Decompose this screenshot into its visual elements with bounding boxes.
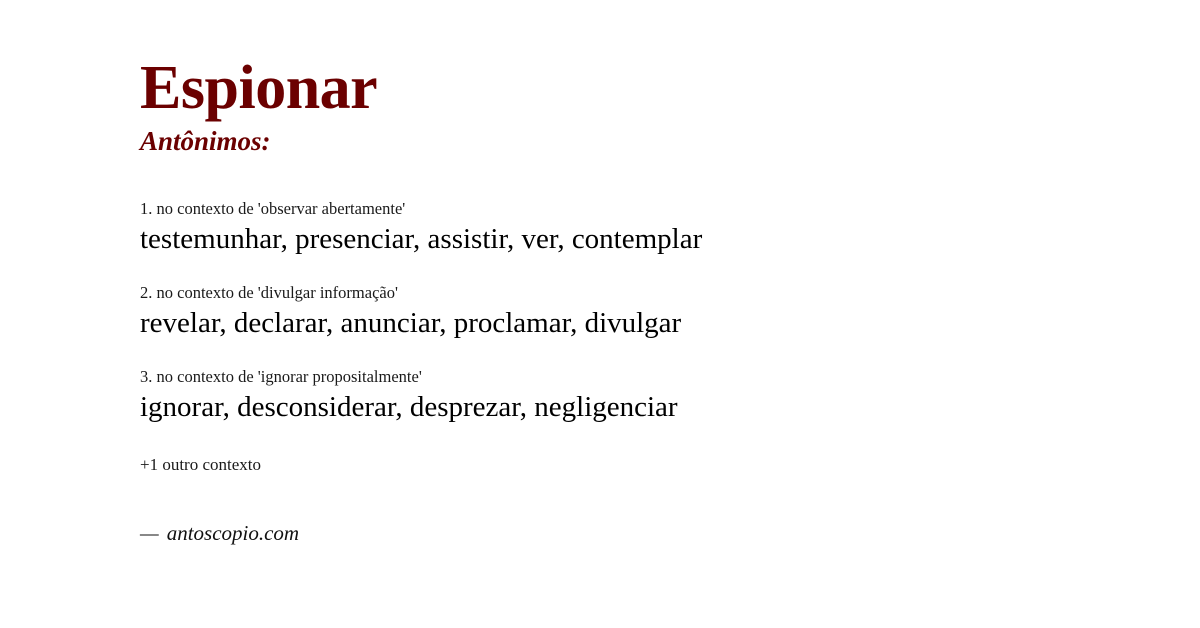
sense-context: 1. no contexto de 'observar abertamente' xyxy=(140,198,406,218)
sense-synonyms: revelar, declarar, anunciar, proclamar, divulgar xyxy=(140,306,682,339)
sense-entry xyxy=(140,367,1140,425)
em-dash-glyph: — xyxy=(140,520,159,545)
sense-context: 3. no contexto de 'ignorar propositalmente' xyxy=(140,366,422,386)
sense-synonyms: testemunhar, presenciar, assistir, ver, contemplar xyxy=(140,222,703,255)
sense-context: 2. no contexto de 'divulgar informação' xyxy=(140,282,398,302)
section-subtitle: Antônimos: xyxy=(140,126,271,157)
source-attribution xyxy=(140,521,1140,546)
more-contexts-link[interactable]: +1 outro contexto xyxy=(140,454,262,474)
sense-synonyms: ignorar, desconsiderar, desprezar, negligenciar xyxy=(140,390,678,423)
sense-list xyxy=(140,199,1140,425)
source-site[interactable]: antoscopio.com xyxy=(166,520,300,545)
sense-entry xyxy=(140,199,1140,257)
page-title: Espionar xyxy=(140,54,378,122)
sense-entry xyxy=(140,283,1140,341)
